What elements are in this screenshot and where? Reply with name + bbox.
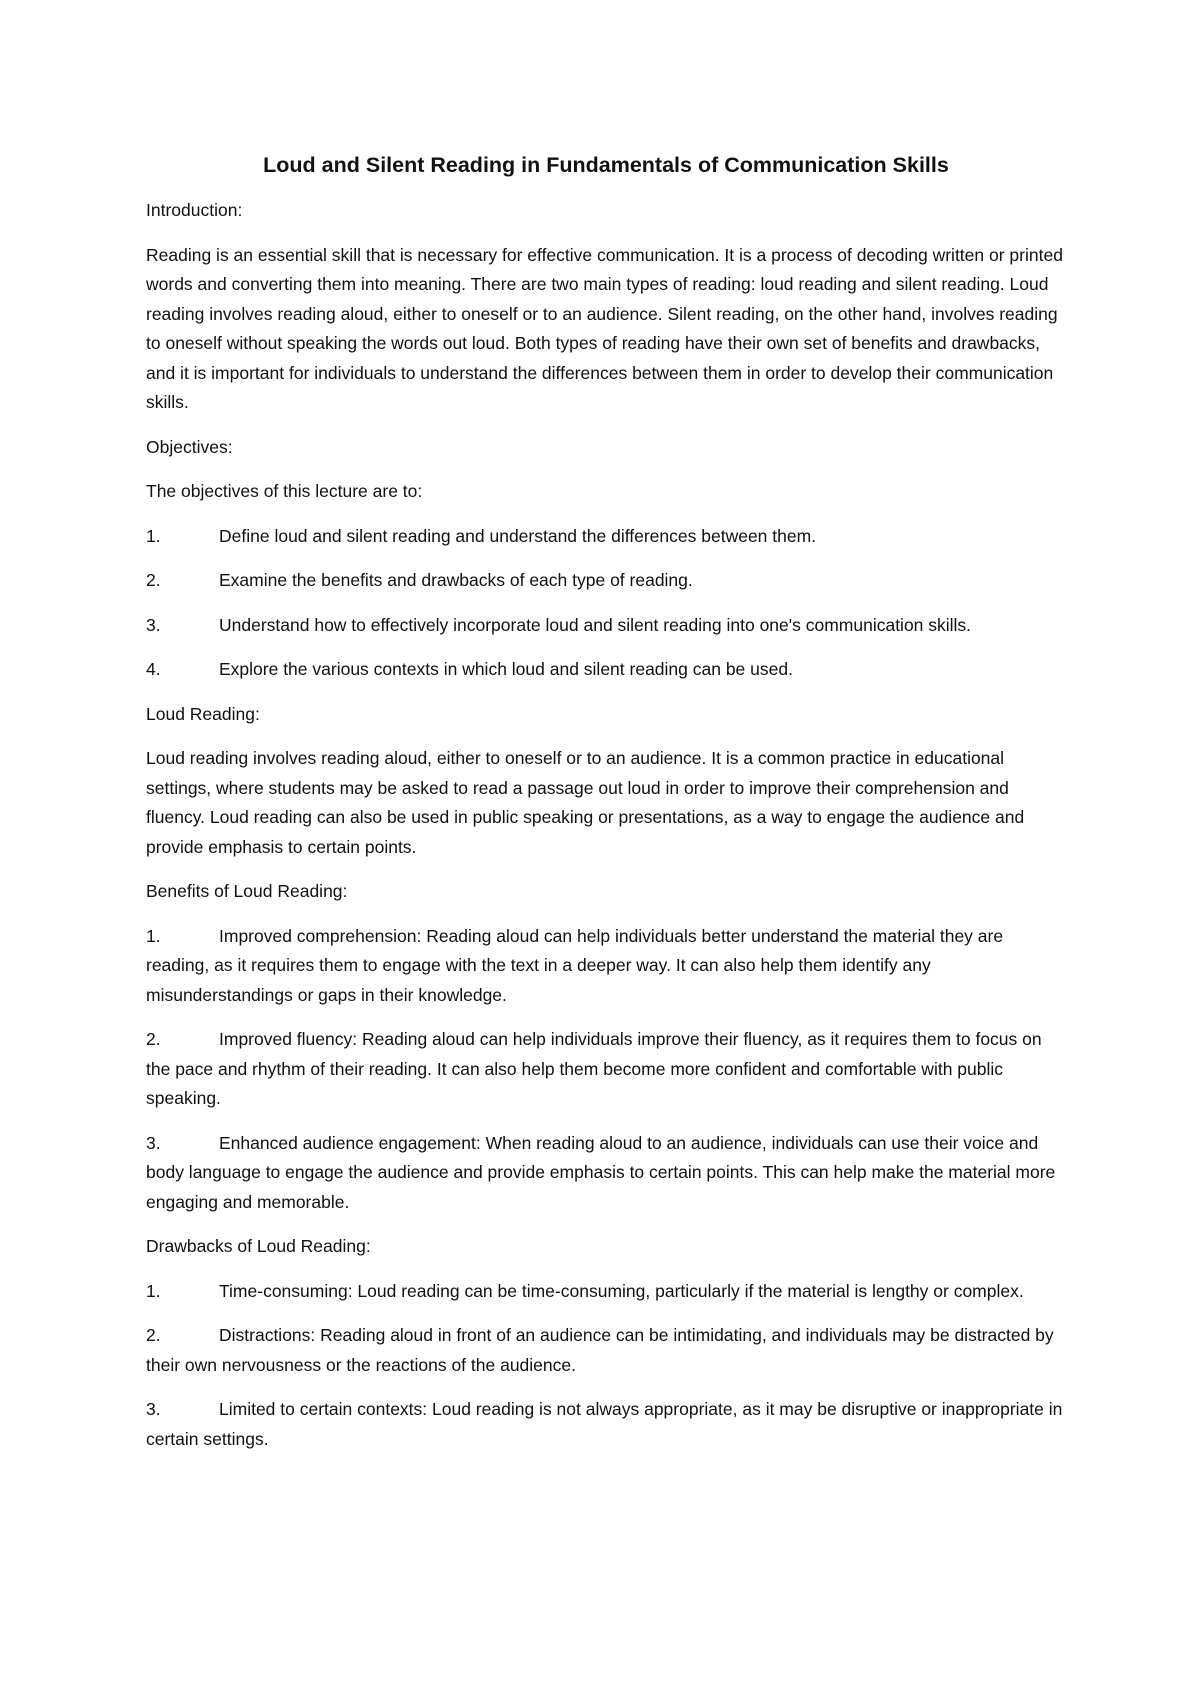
list-text: Enhanced audience engagement: When reading aloud to an audience, individuals can use their voice and body language to engage the audience and provide emphasis to certain points. This can help make the material more engaging and memorable.	[146, 1132, 1056, 1212]
objective-item	[146, 566, 1066, 596]
list-text: Limited to certain contexts: Loud reading is not always appropriate, as it may be disruptive or inappropriate in certain settings.	[146, 1399, 1063, 1449]
objective-item	[146, 655, 1066, 685]
list-number: 4.	[146, 659, 161, 679]
list-text: Improved fluency: Reading aloud can help individuals improve their fluency, as it requires them to focus on the pace and rhythm of their reading. It can also help them become more confident and comfortable with public speaking.	[146, 1029, 1042, 1108]
drawback-item	[146, 1277, 1066, 1307]
list-text: Define loud and silent reading and understand the differences between them.	[219, 525, 817, 546]
benefit-item	[146, 1129, 1066, 1218]
list-number: 1.	[146, 1280, 161, 1301]
drawback-item	[146, 1321, 1066, 1380]
section-heading-introduction: Introduction:	[146, 200, 243, 220]
list-number: 2.	[146, 1029, 161, 1049]
benefit-item	[146, 922, 1066, 1011]
section-heading-benefits: Benefits of Loud Reading:	[146, 881, 348, 901]
document-title: Loud and Silent Reading in Fundamentals of Communication Skills	[263, 153, 949, 177]
section-heading-objectives: Objectives:	[146, 436, 233, 457]
list-text: Examine the benefits and drawbacks of each type of reading.	[219, 570, 693, 590]
objective-item	[146, 611, 1066, 641]
section-heading-drawbacks: Drawbacks of Loud Reading:	[146, 1236, 371, 1256]
document-body	[146, 150, 1066, 1469]
list-text: Improved comprehension: Reading aloud can help individuals better understand the material they are reading, as it requires them to engage with the text in a deeper way. It can also help them identify any misunderstandings or gaps in their knowledge.	[146, 925, 1004, 1005]
list-number: 3.	[146, 1399, 161, 1419]
list-number: 2.	[146, 570, 161, 590]
list-text: Explore the various contexts in which loud and silent reading can be used.	[219, 659, 793, 679]
list-number: 3.	[146, 614, 161, 635]
objective-item	[146, 522, 1066, 552]
list-text: Understand how to effectively incorporate loud and silent reading into one's communication skills.	[219, 614, 972, 635]
list-number: 2.	[146, 1325, 161, 1345]
benefit-item	[146, 1025, 1066, 1114]
list-text: Distractions: Reading aloud in front of an audience can be intimidating, and individuals may be distracted by their own nervousness or the reactions of the audience.	[146, 1325, 1054, 1375]
drawback-item	[146, 1395, 1066, 1454]
introduction-paragraph: Reading is an essential skill that is necessary for effective communication. It is a process of decoding written or printed words and converting them into meaning. There are two main types of reading: loud reading and silent reading. Loud reading involves reading aloud, either to oneself or to an audience. Silent reading, on the other hand, involves reading to oneself without speaking the words out loud. Both types of reading have their own set of benefits and drawbacks, and it is important for individuals to understand the differences between them in order to develop their communication skills.	[146, 244, 1063, 412]
loud-reading-paragraph: Loud reading involves reading aloud, either to oneself or to an audience. It is a common practice in educational settings, where students may be asked to read a passage out loud in order to improve their comprehension and fluency. Loud reading can also be used in public speaking or presentations, as a way to engage the audience and provide emphasis to certain points.	[146, 748, 1025, 857]
list-number: 1.	[146, 925, 161, 946]
objectives-lead: The objectives of this lecture are to:	[146, 481, 423, 501]
list-number: 1.	[146, 525, 161, 546]
list-number: 3.	[146, 1132, 161, 1153]
list-text: Time-consuming: Loud reading can be time-consuming, particularly if the material is lengthy or complex.	[219, 1280, 1024, 1301]
section-heading-loud-reading: Loud Reading:	[146, 703, 260, 724]
